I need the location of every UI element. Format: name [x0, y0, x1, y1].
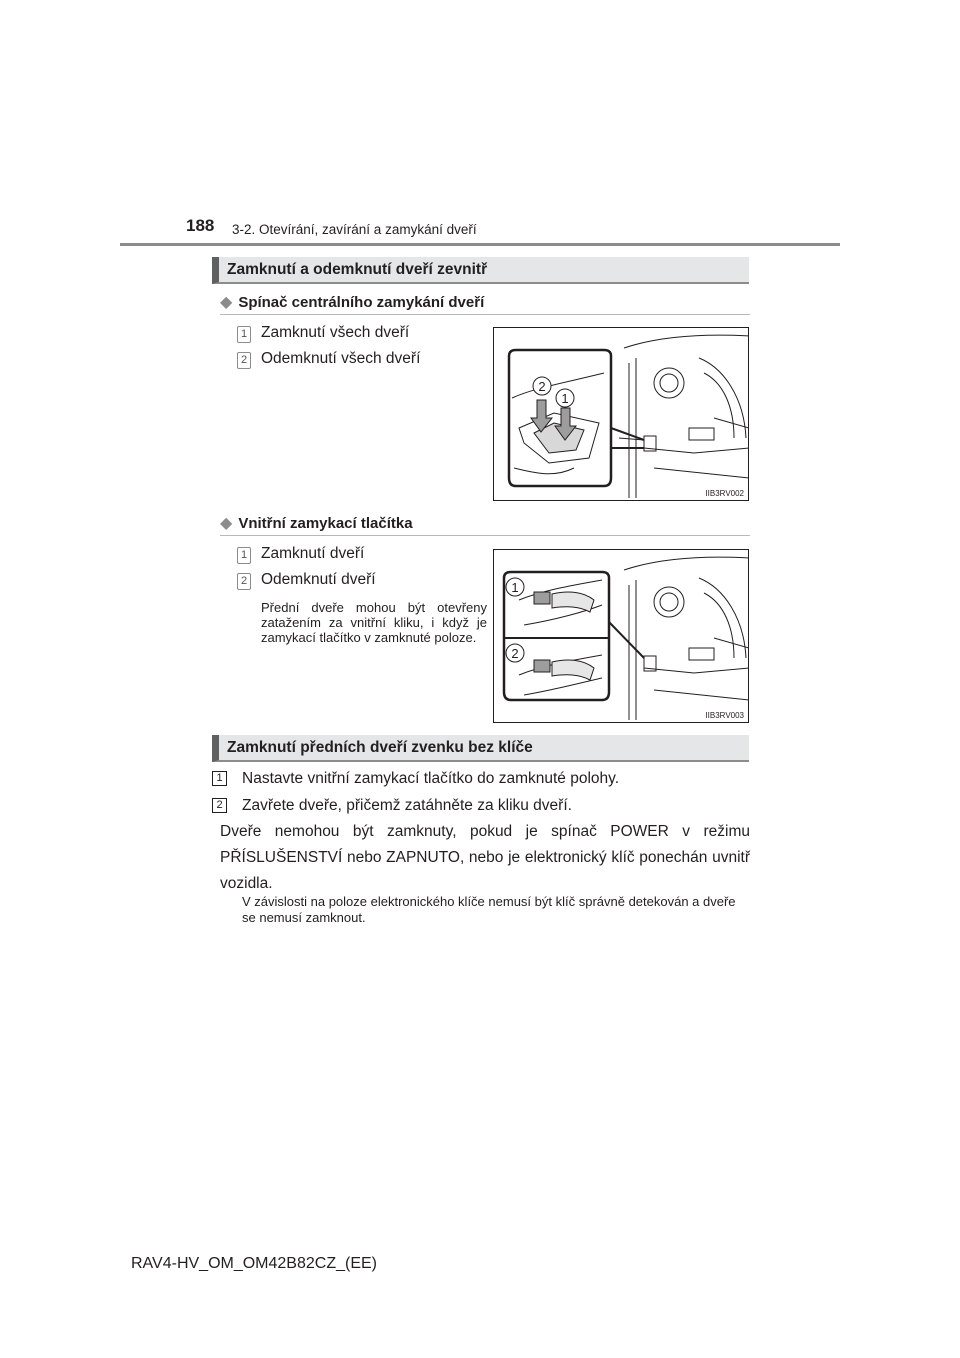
page-number: 188	[186, 216, 215, 235]
step-number-2: 2	[212, 798, 227, 813]
svg-text:2: 2	[538, 379, 546, 394]
marker-2: 2	[237, 573, 251, 590]
manual-code: RAV4-HV_OM_OM42B82CZ_(EE)	[131, 1255, 377, 1272]
figure-code: IIB3RV003	[705, 711, 744, 720]
section-heading-without-key	[212, 735, 749, 762]
section-heading-text: Zamknutí předních dveří zvenku bez klíče	[227, 739, 533, 756]
figure-code: IIB3RV002	[705, 489, 744, 498]
marker-1: 1	[237, 326, 251, 343]
item-lock-door: Zamknutí dveří	[261, 545, 365, 562]
diamond-icon: ◆	[220, 515, 233, 532]
small-note: V závislosti na poloze elektronického klíče nemusí být klíč správně detekován a dveře se nemusí zamknout.	[242, 894, 736, 925]
figure-central-lock-switch	[493, 327, 749, 501]
svg-text:2: 2	[511, 646, 519, 661]
note-front-doors: Přední dveře mohou být otevřeny zatažením za vnitřní kliku, i když je zamykací tlačítko v zamknuté poloze.	[261, 600, 487, 645]
header-divider	[120, 243, 840, 246]
item-unlock-door: Odemknutí dveří	[261, 571, 376, 588]
subheading-inside-lock-buttons	[220, 513, 413, 533]
svg-text:1: 1	[561, 391, 569, 406]
subheading-divider	[220, 314, 750, 315]
marker-2: 2	[237, 352, 251, 369]
chapter-title: 3-2. Otevírání, zavírání a zamykání dveří	[232, 222, 477, 237]
svg-text:1: 1	[511, 580, 519, 595]
section-heading-text: Zamknutí a odemknutí dveří zevnitř	[227, 261, 488, 278]
item-lock-all: Zamknutí všech dveří	[261, 324, 410, 341]
step-1-text: Nastavte vnitřní zamykací tlačítko do zamknuté polohy.	[242, 770, 620, 787]
diamond-icon: ◆	[220, 294, 233, 311]
body-paragraph: Dveře nemohou být zamknuty, pokud je spínač POWER v režimu PŘÍSLUŠENSTVÍ nebo ZAPNUTO, nebo je elektronický klíč ponechán uvnitř vozidla.	[220, 823, 750, 892]
subheading-text: Spínač centrálního zamykání dveří	[238, 294, 485, 311]
step-number-1: 1	[212, 771, 227, 786]
dashboard-illustration	[494, 328, 749, 501]
section-heading-inside	[212, 257, 749, 284]
subheading-central-lock	[220, 292, 484, 312]
door-illustration	[494, 550, 749, 723]
figure-inside-lock-buttons	[493, 549, 749, 723]
subheading-text: Vnitřní zamykací tlačítka	[238, 515, 413, 532]
step-2-text: Zavřete dveře, přičemž zatáhněte za kliku dveří.	[242, 797, 572, 814]
item-unlock-all: Odemknutí všech dveří	[261, 350, 421, 367]
marker-1: 1	[237, 547, 251, 564]
subheading-divider	[220, 535, 750, 536]
